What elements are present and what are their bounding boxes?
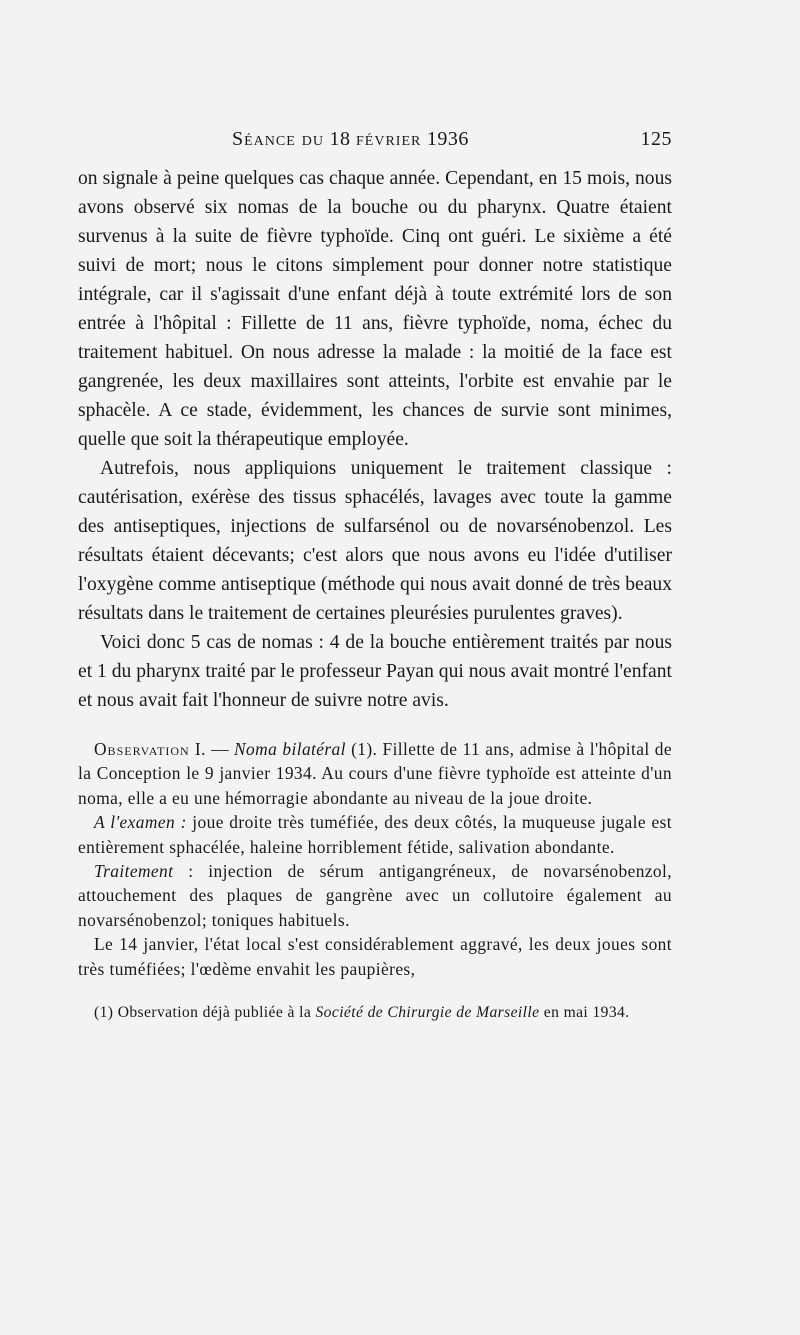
- observation-intro: [78, 737, 672, 810]
- treatment-text: : injection de sérum antigangréneux, de novarsénobenzol, attouchement des plaques de gangrène avec un collutoire également au novarsénobenzol; toniques habituels.: [78, 861, 672, 930]
- paragraph-2: Autrefois, nous appliquions uniquement le traitement classique : cautérisation, exérèse des tissus sphacélés, lavages avec toute la gamme des antiseptiques, injections de sulfarsénol ou de novarsénobenzol. Les résultats étaient décevants; c'est alors que nous avons eu l'idée d'utiliser l'oxygène comme antiseptique (méthode qui nous avait donné de très beaux résultats dans le traitement de certaines pleurésies purulentes graves).: [78, 458, 672, 624]
- page-content: [78, 128, 672, 1023]
- header-month: février: [356, 128, 422, 150]
- footnote-after: en mai 1934.: [543, 1004, 630, 1022]
- header-year: 1936: [426, 128, 469, 150]
- footnote-journal: Société de Chirurgie de Marseille: [315, 1004, 540, 1022]
- footnote-before: Observation déjà publiée à la: [117, 1004, 312, 1022]
- footnote-ref: (1).: [351, 739, 378, 759]
- observation-label: Observation: [94, 739, 190, 759]
- observation-title: Noma bilatéral: [234, 739, 346, 759]
- observation-number: I.: [194, 739, 206, 759]
- footnote-marker: (1): [94, 1004, 114, 1022]
- exam-text: joue droite très tuméfiée, des deux côtés, la muqueuse jugale est entièrement sphacélée, haleine horriblement fétide, salivation abondante.: [78, 812, 672, 857]
- main-text: [78, 164, 672, 715]
- paragraph-3: Voici donc 5 cas de nomas : 4 de la bouche entièrement traités par nous et 1 du pharynx traité par le professeur Payan qui nous avait montré l'enfant et nous avait fait l'honneur de suivre notre avis.: [78, 632, 672, 711]
- observation-dash: —: [211, 739, 229, 759]
- observation-text-1: Fillette de 11 ans, admise à l'hôpital de la Conception le 9 janvier 1934. Au cours d'une fièvre typhoïde est atteinte d'un noma, elle a eu une hémorragie abondante au niveau de la joue droite.: [78, 739, 673, 808]
- observation-exam: [78, 810, 672, 859]
- observation-last: Le 14 janvier, l'état local s'est considérablement aggravé, les deux joues sont très tuméfiées; l'œdème envahit les paupières,: [78, 934, 672, 979]
- running-header: [78, 128, 672, 164]
- observation-block: [78, 737, 672, 981]
- header-prefix: Séance du: [232, 128, 325, 150]
- observation-treatment: [78, 859, 672, 932]
- treatment-label: Traitement: [94, 861, 174, 882]
- header-title: [232, 128, 469, 151]
- page-number: 125: [640, 128, 672, 150]
- exam-label: A l'examen :: [94, 812, 187, 833]
- paragraph-1: on signale à peine quelques cas chaque année. Cependant, en 15 mois, nous avons observé six nomas de la bouche ou du pharynx. Quatre étaient survenus à la suite de fièvre typhoïde. Cinq ont guéri. Le sixième a été suivi de mort; nous le citons simplement pour donner notre statistique intégrale, car il s'agissait d'une enfant déjà à toute extrémité lors de son entrée à l'hôpital : Fillette de 11 ans, fièvre typhoïde, noma, échec du traitement habituel. On nous adresse la malade : la moitié de la face est gangrenée, les deux maxillaires sont atteints, l'orbite est envahie par le sphacèle. A ce stade, évidemment, les chances de survie sont minimes, quelle que soit la thérapeutique employée.: [78, 168, 672, 450]
- footnote-text: [78, 1003, 672, 1023]
- footnote: [78, 1003, 672, 1023]
- header-day: 18: [329, 128, 351, 150]
